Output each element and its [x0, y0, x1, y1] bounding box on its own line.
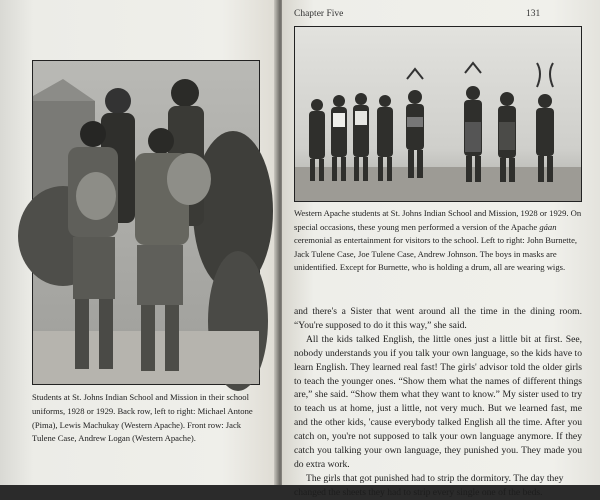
paragraph-2: All the kids talked English, the little ones just a little bit at first. See, nobody understands you if you talk your own language, so the kids have to learn English. They learned real fast! The girls' advisor told the older girls to teach the younger ones. “Show them what the names of different things are,” she said. “Show them what they want to know.” My sister used to try to teach us at home, just a little, not very much. But we learned fast, me and the other kids, 'cause everybody talked English all the time. After you catch on, you're not supposed to talk your own language anymore. If they catch you talking your own language, they punished you. They made you do extra work. — [294, 333, 582, 470]
right-page — [282, 0, 600, 498]
school-uniforms-photo-image — [33, 61, 259, 384]
right-photo-caption — [294, 207, 582, 275]
paragraph-3: The girls that got punished had to strip the dormitory. The day they changed the sheets they had to strip every single one of the beds. — [294, 472, 564, 498]
left-photo-caption: Students at St. Johns Indian School and Mission in their school uniforms, 1928 or 1929. Back row, left to right: Michael Antone (Pima), Lewis Machukay (Western Apache). Front row: Jack Tulene Case, Andrew Logan (Western Apache). — [32, 392, 253, 444]
right-caption-text-after: ceremonial as entertainment for visitors to the school. Left to right: John Burnette, Jack Tulene Case, Joe Tulene Case, Andrew Johnson. The boys in masks are unidentified. Except for Burnette, who is holding a drum, all are wearing wigs. — [294, 235, 578, 273]
left-page — [0, 0, 278, 485]
right-caption-text-before: Western Apache students at St. Johns Indian School and Mission, 1928 or 1929. On special occasions, these young men performed a version of the Apache — [294, 208, 582, 232]
school-uniforms-photo — [32, 60, 260, 385]
body-text — [294, 305, 582, 500]
running-head: Chapter Five — [294, 9, 344, 19]
gaan-ceremonial-photo — [294, 26, 582, 202]
paragraph-1: and there's a Sister that went around all the time in the dining room. “You're supposed to do it this way,” she said. — [294, 306, 582, 331]
right-caption-italic-term: gáan — [539, 221, 557, 232]
gaan-ceremonial-photo-image — [295, 27, 581, 201]
page-number: 131 — [526, 9, 541, 19]
